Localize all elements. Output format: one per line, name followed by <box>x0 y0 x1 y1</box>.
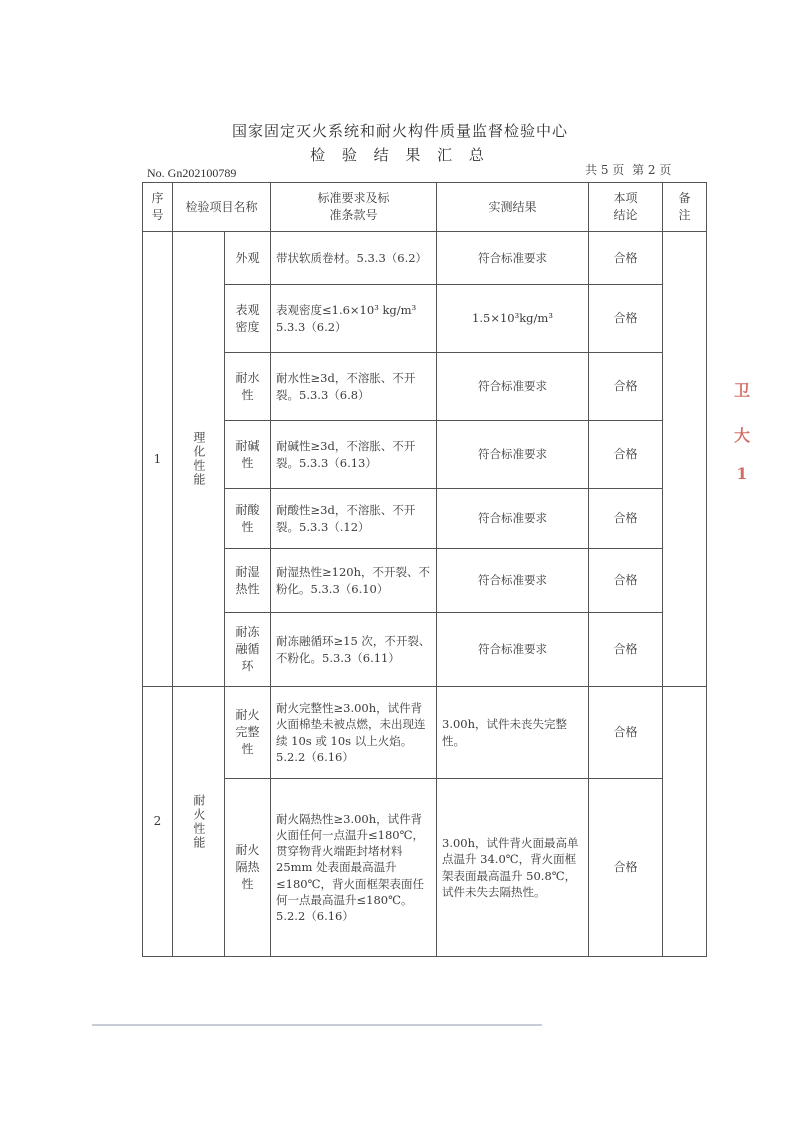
standard-text: 耐火完整性≥3.00h，试件背火面棉垫未被点燃，未出现连续 10s 或 10s 以上火焰。5.2.2（6.16） <box>271 687 437 779</box>
conclusion-text: 合格 <box>589 687 663 779</box>
standard-text: 耐湿热性≥120h，不开裂、不粉化。5.3.3（6.10） <box>271 549 437 613</box>
conclusion-text: 合格 <box>589 779 663 957</box>
result-text: 3.00h，试件未丧失完整性。 <box>437 687 589 779</box>
standard-text: 耐冻融循环≥15 次，不开裂、不粉化。5.3.3（6.11） <box>271 613 437 687</box>
item-name: 耐碱性 <box>225 421 271 489</box>
group2-name: 耐火性能 <box>173 687 225 957</box>
page-info <box>585 161 675 178</box>
item-name: 耐火完整性 <box>225 687 271 779</box>
conclusion-text: 合格 <box>589 489 663 549</box>
result-text: 符合标准要求 <box>437 549 589 613</box>
result-text: 符合标准要求 <box>437 613 589 687</box>
standard-text: 耐水性≥3d，不溶胀、不开裂。5.3.3（6.8） <box>271 353 437 421</box>
item-name: 耐冻融循环 <box>225 613 271 687</box>
table-row <box>143 549 707 613</box>
table-row <box>143 779 707 957</box>
result-text: 符合标准要求 <box>437 353 589 421</box>
total-pages: 共 5 页 <box>585 163 625 177</box>
table-row <box>143 489 707 549</box>
item-name: 耐水性 <box>225 353 271 421</box>
group1-seq: 1 <box>143 232 173 687</box>
conclusion-text: 合格 <box>589 549 663 613</box>
group2-seq: 2 <box>143 687 173 957</box>
standard-text: 表观密度≤1.6×10³ kg/m³ 5.3.3（6.2） <box>271 285 437 353</box>
table-row <box>143 421 707 489</box>
conclusion-text: 合格 <box>589 353 663 421</box>
standard-text: 耐酸性≥3d，不溶胀、不开裂。5.3.3（.12） <box>271 489 437 549</box>
result-text: 符合标准要求 <box>437 232 589 285</box>
stamp-char: 1 <box>736 464 748 483</box>
standard-text: 带状软质卷材。5.3.3（6.2） <box>271 232 437 285</box>
table-row <box>143 232 707 285</box>
item-name: 耐湿热性 <box>225 549 271 613</box>
document-number: No. Gn202100789 <box>147 166 237 180</box>
stamp-char: 卫 <box>733 381 750 400</box>
conclusion-text: 合格 <box>589 285 663 353</box>
result-text: 符合标准要求 <box>437 489 589 549</box>
footer-divider <box>92 1024 542 1026</box>
table-row <box>143 613 707 687</box>
table-row <box>143 285 707 353</box>
conclusion-text: 合格 <box>589 613 663 687</box>
result-text: 3.00h，试件背火面最高单点温升 34.0℃，背火面框架表面最高温升 50.8℃，试件未失去隔热性。 <box>437 779 589 957</box>
remark-cell <box>663 232 707 687</box>
item-name: 表观密度 <box>225 285 271 353</box>
table-row <box>143 687 707 779</box>
remark-cell <box>663 687 707 957</box>
header-row <box>143 183 707 232</box>
item-name: 耐火隔热性 <box>225 779 271 957</box>
header-conclusion: 本项结论 <box>589 183 663 232</box>
header-remark: 备注 <box>663 183 707 232</box>
header-standard: 标准要求及标准条款号 <box>271 183 437 232</box>
report-subtitle: 检 验 结 果 汇 总 <box>310 146 490 164</box>
stamp-char: 大 <box>733 426 750 445</box>
conclusion-text: 合格 <box>589 421 663 489</box>
current-page: 第 2 页 <box>632 163 672 177</box>
item-name: 耐酸性 <box>225 489 271 549</box>
item-name: 外观 <box>225 232 271 285</box>
group1-name: 理化性能 <box>173 232 225 687</box>
results-table <box>142 182 707 957</box>
table-row <box>143 353 707 421</box>
conclusion-text: 合格 <box>589 232 663 285</box>
result-text: 符合标准要求 <box>437 421 589 489</box>
header-seq: 序号 <box>143 183 173 232</box>
standard-text: 耐火隔热性≥3.00h，试件背火面任何一点温升≤180℃，贯穿物背火端距封堵材料 25mm 处表面最高温升≤180℃，背火面框架表面任何一点最高温升≤180℃。5.2.2（6.16） <box>271 779 437 957</box>
report-title: 国家固定灭火系统和耐火构件质量监督检验中心 <box>231 122 568 140</box>
header-item: 检验项目名称 <box>173 183 271 232</box>
result-text: 1.5×10³kg/m³ <box>437 285 589 353</box>
standard-text: 耐碱性≥3d，不溶胀、不开裂。5.3.3（6.13） <box>271 421 437 489</box>
header-result: 实测结果 <box>437 183 589 232</box>
seal-stamp <box>730 378 754 508</box>
